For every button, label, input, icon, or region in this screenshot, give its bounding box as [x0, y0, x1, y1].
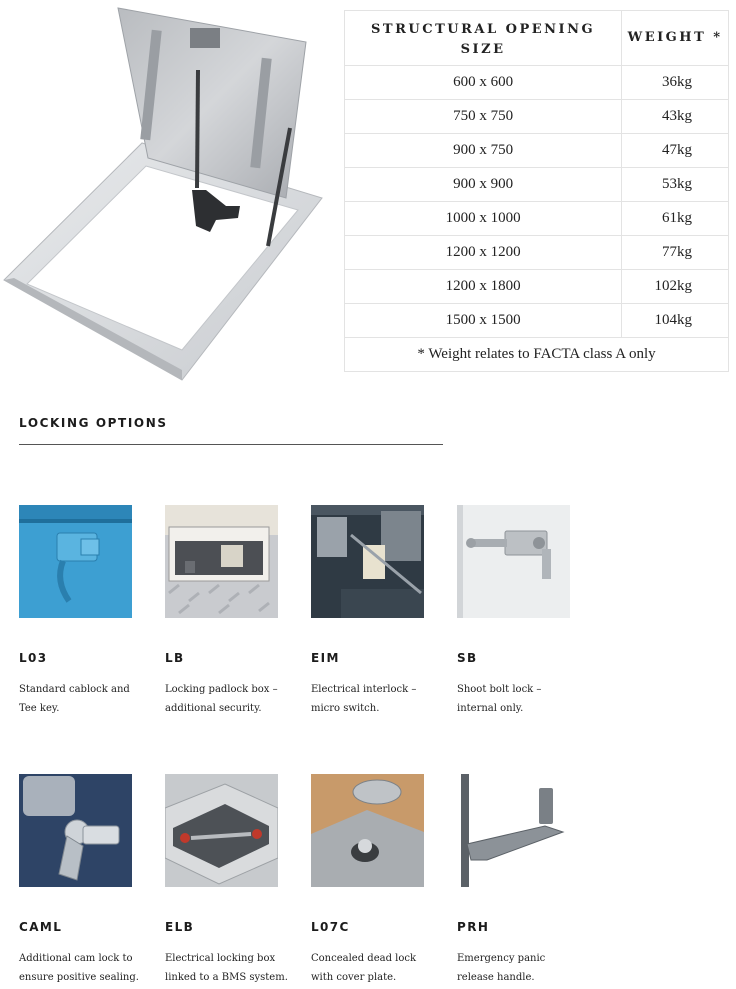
option-card-elb [165, 774, 295, 987]
weight-footnote: * Weight relates to FACTA class A only [345, 338, 729, 372]
option-description: Standard cablock and Tee key. [19, 684, 130, 714]
header-weight: WEIGHT * [622, 11, 729, 66]
blue-cabinet-lock-photo [19, 505, 132, 618]
table-footnote-row [345, 338, 729, 372]
table-row [345, 236, 729, 270]
weight-cell: 77kg [622, 236, 729, 270]
section-title: LOCKING OPTIONS [19, 416, 168, 430]
option-description: Additional cam lock to ensure positive sealing. [19, 953, 139, 983]
option-code: SB [457, 651, 478, 665]
option-code: EIM [311, 651, 340, 665]
size-cell: 900 x 900 [345, 168, 622, 202]
table-row [345, 134, 729, 168]
size-cell: 1200 x 1200 [345, 236, 622, 270]
shoot-bolt-lock-photo [457, 505, 570, 618]
weight-cell: 43kg [622, 100, 729, 134]
option-code: LB [165, 651, 185, 665]
table-header-row [345, 11, 729, 66]
table-row [345, 304, 729, 338]
header-opening-size: STRUCTURAL OPENING SIZE [345, 11, 622, 66]
option-card-sb [457, 505, 587, 718]
opening-size-table [344, 10, 729, 372]
table-row [345, 202, 729, 236]
weight-cell: 104kg [622, 304, 729, 338]
option-description: Locking padlock box – additional security. [165, 684, 278, 714]
electrical-interlock-photo [311, 505, 424, 618]
concealed-dead-lock-photo [311, 774, 424, 887]
option-card-caml [19, 774, 149, 987]
access-hatch-image [0, 0, 336, 385]
option-description: Emergency panic release handle. [457, 953, 546, 983]
option-card-prh [457, 774, 587, 987]
section-divider [19, 444, 443, 445]
size-cell: 750 x 750 [345, 100, 622, 134]
option-card-l03 [19, 505, 149, 718]
size-cell: 900 x 750 [345, 134, 622, 168]
weight-cell: 102kg [622, 270, 729, 304]
size-cell: 1000 x 1000 [345, 202, 622, 236]
table-row [345, 168, 729, 202]
option-code: CAML [19, 920, 63, 934]
option-description: Electrical locking box linked to a BMS system. [165, 953, 288, 983]
size-cell: 1200 x 1800 [345, 270, 622, 304]
option-description: Electrical interlock – micro switch. [311, 684, 417, 714]
size-cell: 1500 x 1500 [345, 304, 622, 338]
weight-cell: 47kg [622, 134, 729, 168]
weight-cell: 53kg [622, 168, 729, 202]
option-code: L03 [19, 651, 48, 665]
table-row [345, 270, 729, 304]
option-card-eim [311, 505, 441, 718]
table-row [345, 66, 729, 100]
weight-cell: 61kg [622, 202, 729, 236]
cam-lock-photo [19, 774, 132, 887]
option-description: Concealed dead lock with cover plate. [311, 953, 417, 983]
panic-release-handle-photo [457, 774, 570, 887]
option-code: PRH [457, 920, 490, 934]
option-card-lb [165, 505, 295, 718]
option-card-l07c [311, 774, 441, 987]
size-cell: 600 x 600 [345, 66, 622, 100]
table-row [345, 100, 729, 134]
weight-cell: 36kg [622, 66, 729, 100]
padlock-box-photo [165, 505, 278, 618]
electrical-locking-box-photo [165, 774, 278, 887]
option-code: L07C [311, 920, 350, 934]
option-code: ELB [165, 920, 195, 934]
option-description: Shoot bolt lock – internal only. [457, 684, 542, 714]
